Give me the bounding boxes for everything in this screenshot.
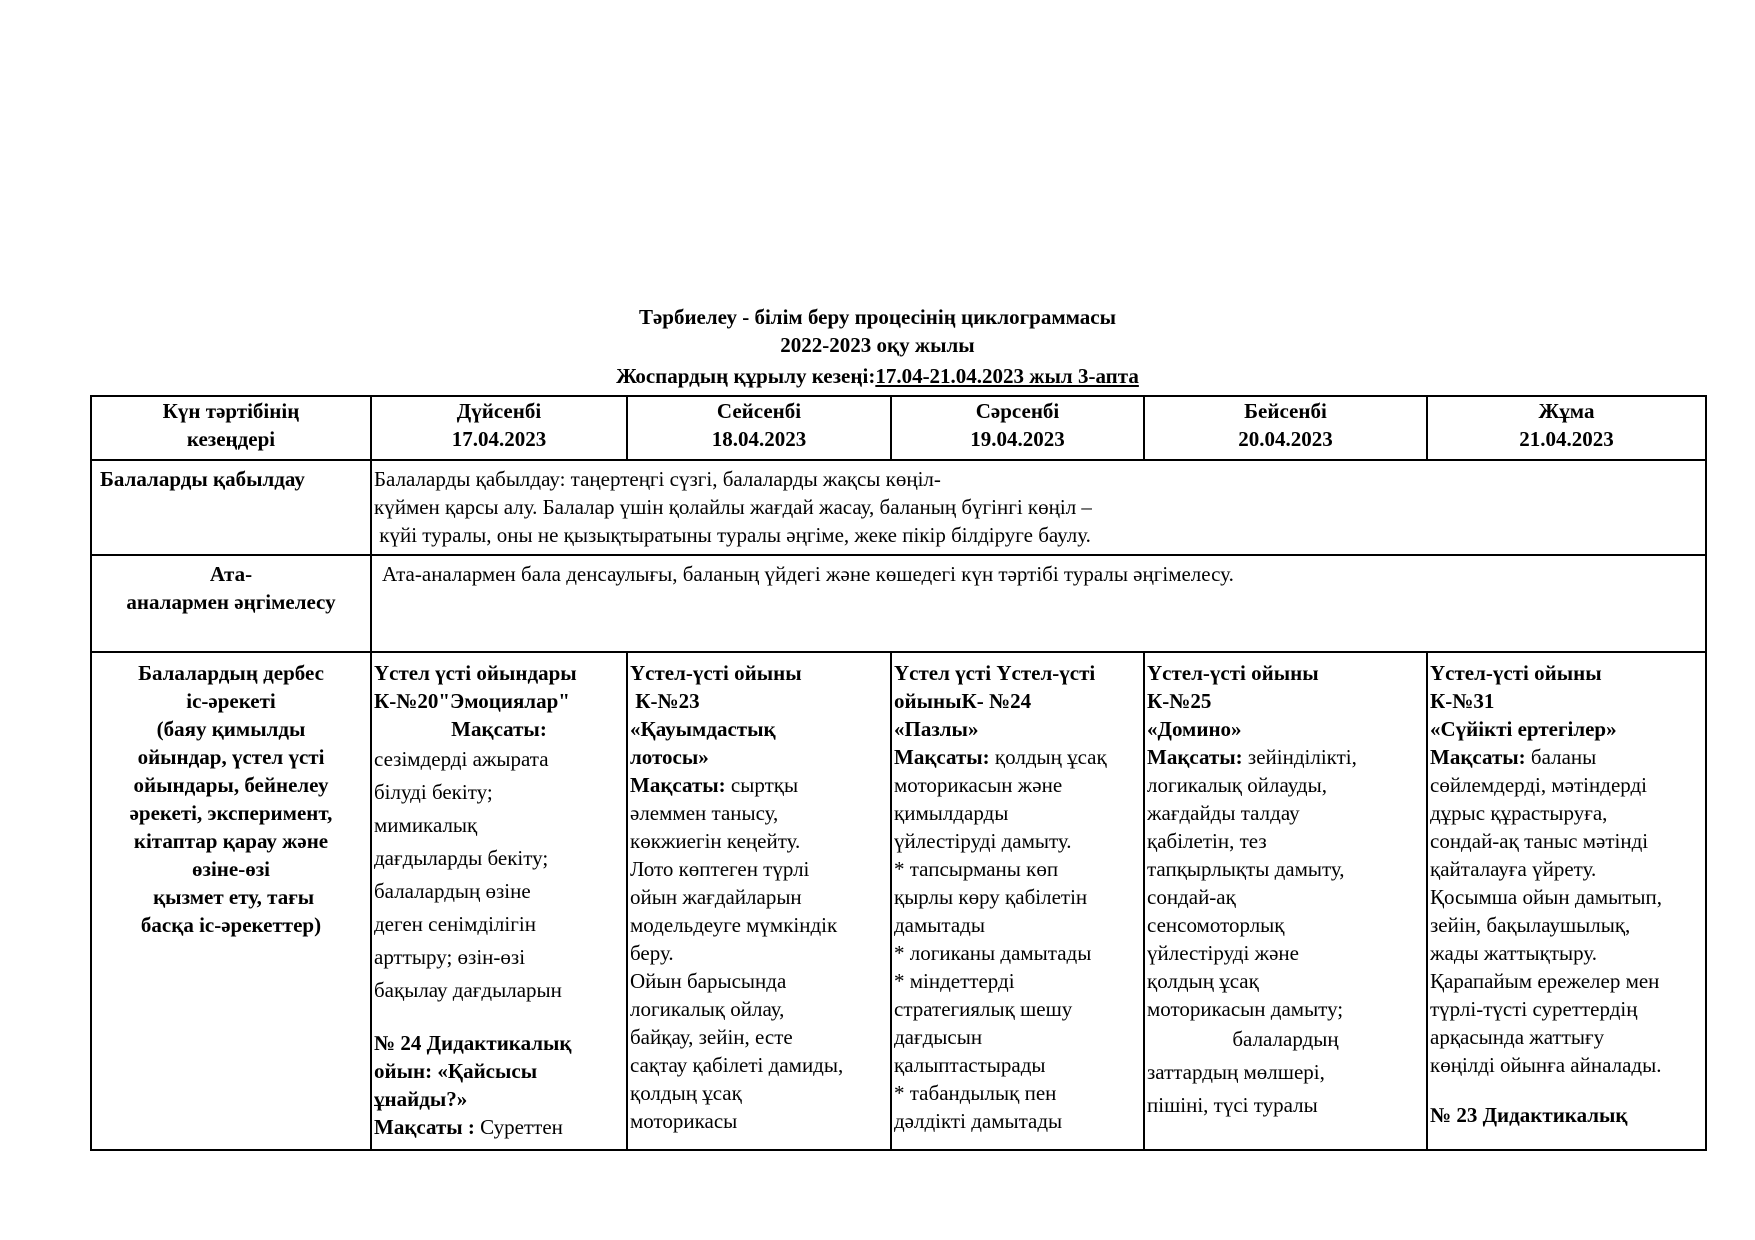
text-line: стратегиялық шешу [894,997,1073,1021]
day-date: 21.04.2023 [1519,427,1614,451]
text-line: сақтау қабілеті дамиды, [630,1053,844,1077]
text-line: сезімдерді ажырата [374,747,549,771]
header-day-wednesday [891,396,1144,460]
text-line: қолдың ұсақ [1147,969,1259,993]
header-row [91,396,1706,460]
goal-label: Мақсаты: [1430,745,1526,769]
text-line: моторикасы [630,1109,738,1133]
text-line: дағдысын [894,1025,983,1049]
activity-title: Үстел-үсті ойыны [1430,661,1602,685]
header-periods [91,396,371,460]
day-name: Жұма [1538,399,1595,423]
activity-title: Үстел үсті ойындары [374,661,577,685]
header-periods-line: кезеңдері [186,427,276,451]
day-date: 18.04.2023 [711,427,807,451]
goal-line [630,771,888,799]
goal-line [374,1113,624,1141]
activity-code: К-№20"Эмоциялар" [374,689,570,713]
label-line: Балалардың дербес [138,661,324,685]
text-line: * табандылық пен [894,1081,1057,1105]
goal-text [374,743,624,1007]
text-line: көңілді ойынға айналады. [1430,1053,1662,1077]
plan-period [0,362,1755,390]
label-line: аналармен әңгімелесу [126,590,336,614]
text-line: көкжиегін кеңейту. [630,829,801,853]
game-title: ұнайды?» [374,1087,468,1111]
text-line: білуді бекіту; [374,780,493,804]
text-group [1147,1023,1424,1122]
day-name: Сәрсенбі [975,399,1060,423]
text-line: байқау, зейін, есте [630,1025,793,1049]
text-line: сондай-ақ таныс мәтінді [1430,829,1649,853]
text-line: логикалық ойлауды, [1147,773,1327,797]
text-line: дамытады [894,913,985,937]
activity-tuesday [627,652,891,1150]
spacer [1430,1079,1703,1101]
activity-name: лотосы» [630,745,709,769]
label-line: қызмет ету, тағы [147,885,315,909]
header-day-thursday [1144,396,1427,460]
activity-name: «Қауымдастық [630,717,776,741]
text-line: сенсомоторлық [1147,913,1285,937]
text-line: моторикасын дамыту; [1147,997,1344,1021]
activity-title: Үстел үсті Үстел-үсті [894,661,1096,685]
game-title: № 24 Дидактикалық [374,1031,572,1055]
spacer [374,1007,624,1029]
text-line: қабілетін, тез [1147,829,1267,853]
goal-label: Мақсаты: [451,717,547,741]
row-parents [91,555,1706,652]
text-line: дәлдікті дамытады [894,1109,1063,1133]
activity-monday [371,652,627,1150]
activity-friday [1427,652,1706,1150]
text-line: әлеммен танысу, [630,801,779,825]
text-line: Лото көптеген түрлі [630,857,810,881]
schedule-table [90,395,1707,1151]
text-line: моторикасын және [894,773,1063,797]
day-date: 17.04.2023 [451,427,547,451]
text-line: заттардың мөлшері, [1147,1060,1325,1084]
text-line: пішіні, түсі туралы [1147,1093,1318,1117]
text-line: ойын жағдайларын [630,885,802,909]
academic-year: 2022-2023 оқу жылы [780,333,975,357]
goal-label: Мақсаты: [630,773,726,797]
label-line: (баяу қимылды [156,717,306,741]
header-day-tuesday [627,396,891,460]
text-line: дағдыларды бекіту; [374,846,549,870]
label-line: әрекеті, эксперимент, [129,801,333,825]
day-name: Бейсенбі [1244,399,1327,423]
goal-label: Мақсаты : [374,1115,475,1139]
day-date: 20.04.2023 [1238,427,1333,451]
plan-period-value: 17.04-21.04.2023 жыл 3-апта [875,364,1139,388]
label-line: ойындары, бейнелеу [133,773,329,797]
text-line: қимылдарды [894,801,1009,825]
label-line: кітаптар қарау және [133,829,329,853]
row-activities-label [91,652,371,1150]
day-name: Сейсенбі [716,399,802,423]
text-line: балалардың өзіне [374,879,531,903]
text-line: деген сенімділігін [374,912,536,936]
goal-line [894,743,1141,771]
goal-text: қолдың ұсақ [989,745,1107,769]
text-line: қалыптастырады [894,1053,1046,1077]
text-line: арттыру; өзін-өзі [374,945,526,969]
label-line: ойындар, үстел үсті [137,745,325,769]
header-day-monday [371,396,627,460]
text-line: мимикалық [374,813,478,837]
row-parents-label [91,555,371,652]
label-line: басқа іс-әрекеттер) [140,913,322,937]
text-line: сөйлемдерді, мәтіндерді [1430,773,1648,797]
activity-code: К-№23 [630,689,700,713]
text-line: беру. [630,941,674,965]
text-line: бақылау дағдыларын [374,978,562,1002]
day-date: 19.04.2023 [970,427,1065,451]
day-name: Дүйсенбі [456,399,542,423]
text-line: дұрыс құрастыруға, [1430,801,1608,825]
text-line: балалардың [1232,1027,1339,1051]
game-title: № 23 Дидактикалық [1430,1103,1628,1127]
goal-text: сыртқы [725,773,799,797]
text-line: Қосымша ойын дамытып, [1430,885,1663,909]
row-reception-content [371,460,1706,555]
text-line: сондай-ақ [1147,885,1236,909]
goal-text: баланы [1525,745,1597,769]
row-reception [91,460,1706,555]
text-line: тапқырлықты дамыту, [1147,857,1345,881]
activity-name: «Домино» [1147,717,1242,741]
text-line: Қарапайым ережелер мен [1430,969,1660,993]
text-line: зейін, бақылаушылық, [1430,913,1631,937]
goal-text: зейінділікті, [1242,745,1357,769]
text-line: қырлы көру қабілетін [894,885,1088,909]
text-line: қолдың ұсақ [630,1081,742,1105]
document-title: Тәрбиелеу - білім беру процесінің циклограммасы [638,305,1117,329]
text-line: үйлестіруді дамыту. [894,829,1072,853]
goal-text: Суреттен [474,1115,563,1139]
text-line: түрлі-түсті суреттердің [1430,997,1638,1021]
row-reception-label: Балаларды қабылдау [91,460,371,555]
text-line: күймен қарсы алу. Балалар үшін қолайлы жағдай жасау, баланың бүгінгі көңіл – [374,495,1092,519]
goal-line [1147,743,1424,771]
text-line: арқасында жаттығу [1430,1025,1605,1049]
text-line: жады жаттықтыру. [1430,941,1597,965]
header-day-friday [1427,396,1706,460]
text-line: модельдеуге мүмкіндік [630,913,838,937]
text-line: логикалық ойлау, [630,997,785,1021]
activity-name: «Пазлы» [894,717,979,741]
row-parents-content: Ата-аналармен бала денсаулығы, баланың үйдегі және көшедегі күн тәртібі туралы әңгімелесу. [371,555,1706,652]
row-activities [91,652,1706,1150]
text-line: қайталауға үйрету. [1430,857,1597,881]
activity-name: «Сүйікті ертегілер» [1430,717,1617,741]
activity-thursday [1144,652,1427,1150]
text-line: * логиканы дамытады [894,941,1092,965]
goal-label: Мақсаты: [1147,745,1243,769]
text-line: жағдайды талдау [1147,801,1300,825]
label-line: өзіне-өзі [192,857,270,881]
text-line: * тапсырманы көп [894,857,1059,881]
activity-code: К-№25 [1147,689,1212,713]
game-title: ойын: «Қайсысы [374,1059,538,1083]
label-line: іс-әрекеті [186,689,276,713]
goal-label: Мақсаты: [894,745,990,769]
activity-code: ойыныК- №24 [894,689,1032,713]
activity-title: Үстел-үсті ойыны [1147,661,1319,685]
header-periods-line: Күн тәртібінің [162,399,300,423]
label-line: Ата- [209,562,253,586]
text-line: * міндеттерді [894,969,1015,993]
goal-line [1430,743,1703,771]
activity-wednesday [891,652,1144,1150]
activity-code: К-№31 [1430,689,1495,713]
text-line: күйі туралы, оны не қызықтыратыны туралы әңгіме, жеке пікір білдіруге баулу. [374,523,1091,547]
activity-title: Үстел-үсті ойыны [630,661,802,685]
text-line: Балаларды қабылдау: таңертеңгі сүзгі, балаларды жақсы көңіл- [374,467,941,491]
plan-period-label: Жоспардың құрылу кезеңі: [616,364,876,388]
text-line: Ойын барысында [630,969,787,993]
text-line: үйлестіруді және [1147,941,1299,965]
